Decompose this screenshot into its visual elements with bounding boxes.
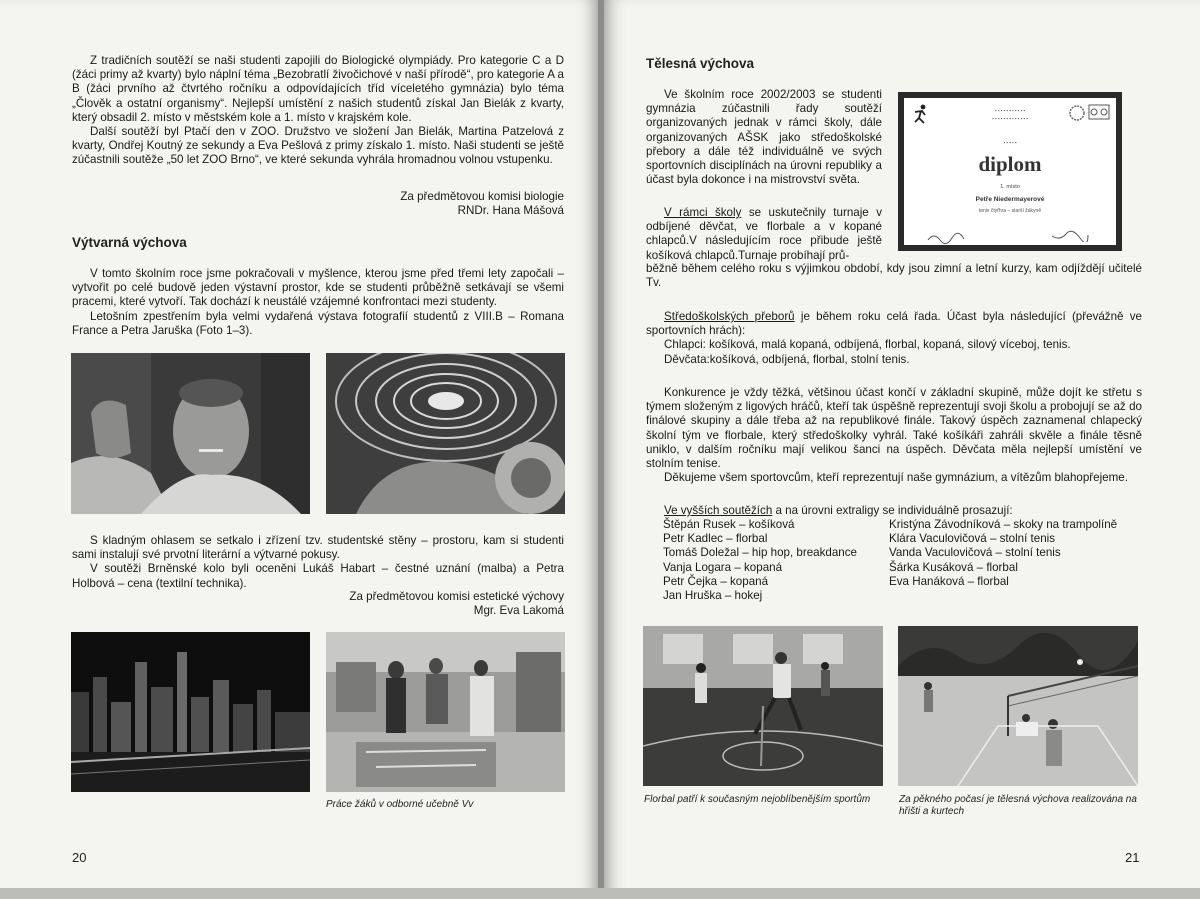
photo-floorball [643, 626, 883, 786]
pe-text-4 [646, 386, 1142, 485]
photo-caption: Florbal patří k současným nejoblíbenějším sportům [644, 794, 871, 805]
athletes-list [663, 518, 1139, 603]
athlete-entry: Šárka Kusáková – florbal [889, 560, 1018, 574]
boys-line: Chlapci: košíková, malá kopaná, odbíjená, florbal, kopaná, silový víceboj, tenis. [664, 338, 1071, 352]
paragraph: Ve školním roce 2002/2003 se studenti gymnázia zúčastnili řady soutěží organizovaných jednak v rámci školy, dále organizovaných AŠSK jako středoškolské přebory a dále též individuálně ve svých sportovních disciplínách na úrovni republiky a účast byla dokonce i na mistrovství světa. [646, 88, 882, 187]
paragraph: Další soutěží byl Ptačí den v ZOO. Družstvo ve složení Jan Bielák, Martina Patzelová z kvarty, Ondřej Koutný ze sekundy a Eva Pešlová z primy získalo 1. místo. Naši studenti se ještě zúčastnili soutěže „50 let ZOO Brno“, ve které sekunda vyhrála hromadnou volnou vstupenku. [72, 125, 564, 167]
athlete-entry: Petr Čejka – kopaná [663, 574, 769, 588]
biology-text [72, 54, 564, 168]
underlined-lead: V rámci školy [664, 206, 742, 219]
paragraph: běžně během celého roku s výjimkou období, kdy jsou zimní a letní kurzy, kam odjíždějí učitelé Tv. [646, 262, 1142, 290]
photo-volleyball [898, 626, 1138, 786]
diploma-small-text: ▪ ▪ ▪ ▪ ▪ [1003, 140, 1017, 145]
pe-text-2 [646, 206, 882, 263]
paragraph: Z tradičních soutěží se naši studenti zapojili do Biologické olympiády. Pro kategorie C a D (žáci primy až kvarty) bylo náplní téma „Bezobratlí živočichové v naší přírodě“, pro kategorie A a B (žáci prvního až čtvrtého ročníku a odpovídajících tříd víceletého gymnázia) bylo téma „Člověk a ostatní organismy“. Nejlepší umístění z našich studentů získal Jan Bielák z kvarty, který obsadil 2. místo v městském kole a 1. místo v krajském kole. [72, 54, 564, 124]
left-page [0, 0, 598, 899]
athlete-entry: Jan Hruška – hokej [663, 589, 763, 603]
diploma-photo [898, 92, 1122, 251]
right-page [604, 0, 1200, 899]
photo-night-city [71, 632, 310, 792]
page-number: 21 [1125, 850, 1140, 865]
athlete-entry: Tomáš Doležal – hip hop, breakdance [663, 546, 857, 560]
art-text [72, 267, 564, 338]
paragraph: Děkujeme všem sportovcům, kteří reprezentují naše gymnázium, a vítězům blahopřejeme. [664, 471, 1128, 485]
paragraph: Konkurence je vždy těžká, většinou účast končí v základní skupině, může dojít ke střetu s týmem složeným z ligových hráčů, kteří tak úspěšně reprezentují svoji školu a probojují se až do finálové skupiny a dále třeba až na republikové finále. Takový úspěch zaznamenal chlapecký školní tým ve florbale, který středoškolky vyhrál. Také košíkáři zahráli skvěle a finále těsně uniklo, v dalším ročníku mají velikou šanci na úspěch. Děvčata měla nejlepší umístění ve stolním tenise. [646, 386, 1142, 471]
diploma-title: diplom [978, 152, 1042, 176]
signature-line: Za předmětovou komisi estetické výchovy [349, 590, 564, 603]
signature-scribble [1050, 230, 1090, 242]
athlete-entry: Petr Kadlec – florbal [663, 532, 768, 546]
paragraph-text: a na úrovni extraligy se individuálně prosazují: [772, 504, 1013, 517]
page-number: 20 [72, 850, 87, 865]
signature-biology [300, 190, 564, 218]
photo-caption: Za pěkného počasí je tělesná výchova realizována na hřišti a kurtech [899, 794, 1137, 817]
pe-text-1 [646, 88, 882, 187]
diploma-name: Petře Niedermayerové [975, 196, 1045, 203]
page-bottom-edge [0, 888, 1200, 899]
photo-portrait [71, 353, 310, 514]
athlete-entry: Štěpán Rusek – košíková [663, 518, 795, 531]
diploma-small-text: ▪ ▪ ▪ ▪ ▪ ▪ ▪ ▪ ▪ ▪ ▪ [994, 108, 1026, 113]
signature-line: Mgr. Eva Lakomá [473, 604, 564, 618]
photo-caption: Práce žáků v odborné učebně Vv [326, 799, 474, 810]
athlete-entry: Vanja Logara – kopaná [663, 560, 783, 574]
underlined-lead: Ve vyšších soutěžích [664, 504, 773, 517]
underlined-lead: Středoškolských přeborů [664, 310, 795, 323]
paragraph: V soutěži Brněnské kolo byli oceněni Lukáš Habart – čestné uznání (malba) a Petra Holbová – cena (textilní technika). [72, 562, 564, 590]
diploma-place: 1. místo [1000, 184, 1020, 190]
athlete-entry: Kristýna Závodníková – skoky na trampolíně [889, 518, 1118, 531]
pe-text-2-cont [646, 262, 1142, 290]
paragraph: S kladným ohlasem se setkalo i zřízení tzv. studentské stěny – prostoru, kam si studenti sami instalují své prvotní literární a výtvarné pokusy. [72, 534, 564, 562]
paragraph: V tomto školním roce jsme pokračovali v myšlence, kterou jsme před třemi lety započali – vytvořit po celé budově jeden výstavní prostor, kde se studenti průběžně setkávají se všemi pracemi, které vytvoří. Tak dochází k neustálé vzájemné konfrontaci mezi studenty. [72, 267, 564, 309]
signature-line: RNDr. Hana Mášová [457, 204, 564, 218]
signature-scribble [926, 232, 966, 244]
girls-line: Děvčata:košíková, odbíjená, florbal, stolní tenis. [664, 352, 910, 366]
pe-text-5 [646, 504, 1142, 518]
paragraph-text: se uskutečnily turnaje v odbíjené děvčat, ve florbale a v kopané chlapců.V následujícím roce přibude ještě košíková chlapců.Turnaje probíhají prů- [646, 206, 882, 262]
art-text-2 [72, 534, 564, 591]
athlete-entry: Eva Hanáková – florbal [889, 574, 1009, 588]
diploma-category: tenis čtyřhra – starší žákyně [978, 208, 1042, 214]
paragraph: Letošním zpestřením byla velmi vydařená výstava fotografií studentů z VIII.B – Romana France a Petra Jaruška (Foto 1–3). [72, 309, 564, 337]
section-heading: Tělesná výchova [646, 56, 755, 71]
diploma-small-text: ▪ ▪ ▪ ▪ ▪ ▪ ▪ ▪ ▪ ▪ ▪ ▪ ▪ [992, 116, 1028, 121]
paragraph-text: je během roku celá řada. Účast byla následující (převážně ve sportovních hrách): [646, 310, 1142, 338]
athlete-entry: Vanda Vaculovičová – stolní tenis [889, 546, 1061, 560]
pe-text-3 [646, 310, 1142, 367]
signature-art [300, 590, 564, 618]
athlete-entry: Klára Vaculovičová – stolní tenis [889, 532, 1056, 546]
section-heading: Výtvarná výchova [72, 235, 187, 250]
photo-tunnel [326, 353, 565, 514]
signature-line: Za předmětovou komisi biologie [400, 190, 564, 203]
photo-art-classroom [326, 632, 565, 792]
